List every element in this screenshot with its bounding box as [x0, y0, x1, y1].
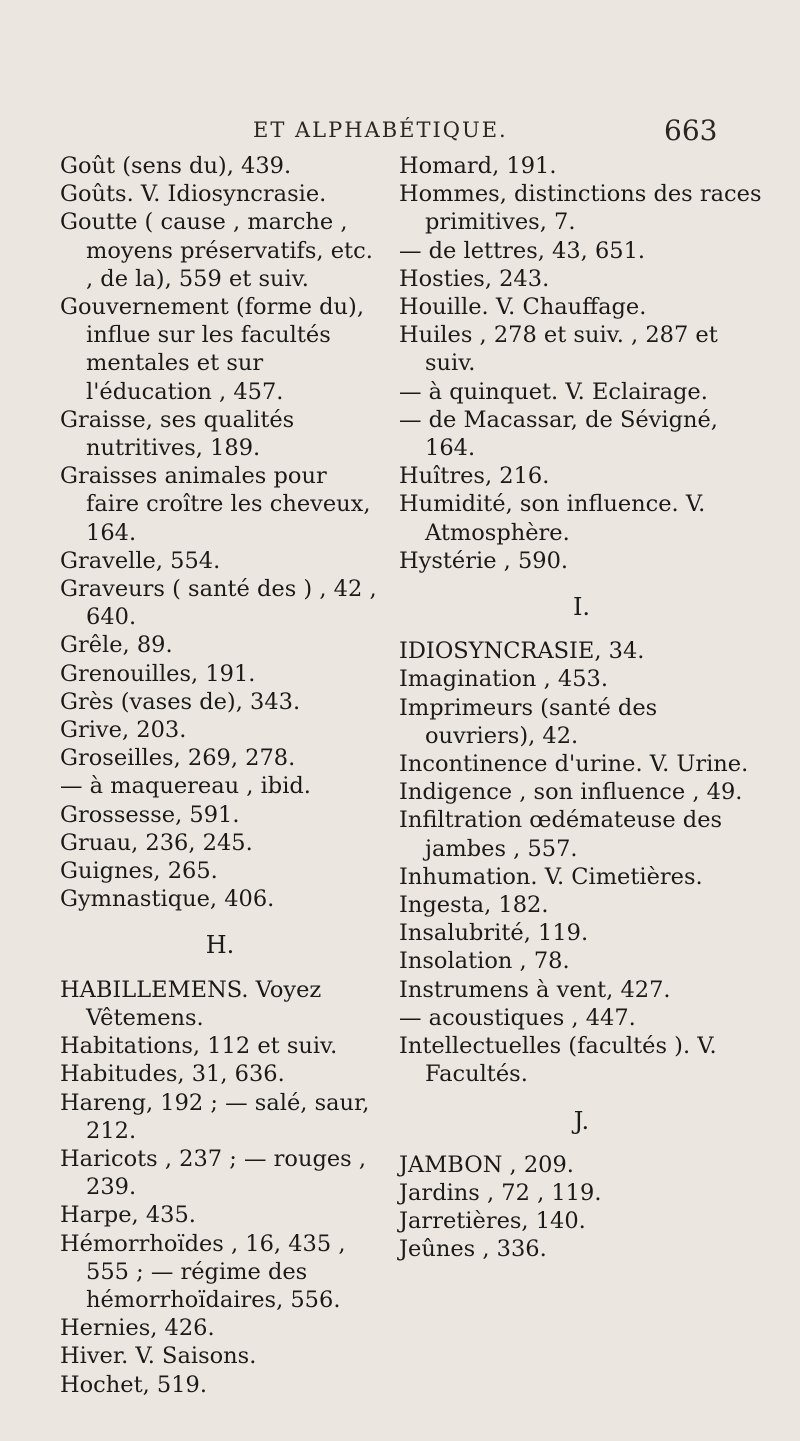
- section-letter: J.: [573, 1106, 590, 1135]
- index-entry: JAMBON , 209.: [399, 1151, 574, 1178]
- index-entry: Haricots , 237 ; — rouges , 239.: [60, 1145, 367, 1201]
- page-number: 663: [664, 114, 718, 147]
- index-entry: Hochet, 519.: [60, 1371, 208, 1398]
- index-entry: Hosties, 243.: [399, 265, 550, 292]
- index-entry: Hiver. V. Saisons.: [60, 1343, 257, 1370]
- index-column-left: [60, 152, 380, 1399]
- index-entry: Harpe, 435.: [60, 1202, 196, 1229]
- index-entry: HABILLEMENS. Voyez Vêtemens.: [60, 976, 322, 1031]
- index-entry: — à maquereau , ibid.: [60, 773, 311, 800]
- index-entry: Guignes, 265.: [60, 858, 218, 885]
- index-entry: Goutte ( cause , marche , moyens préservatifs, etc. , de la), 559 et suiv.: [60, 209, 373, 292]
- index-entry: Groseilles, 269, 278.: [60, 745, 296, 772]
- section-letter: I.: [572, 593, 591, 622]
- index-entry: Imagination , 453.: [399, 666, 608, 693]
- index-entry: Incontinence d'urine. V. Urine.: [399, 751, 749, 778]
- index-entry: Gymnastique, 406.: [60, 886, 275, 913]
- section-letter: H.: [205, 931, 235, 960]
- index-entry: Insalubrité, 119.: [399, 920, 589, 947]
- index-entry: Gruau, 236, 245.: [60, 829, 253, 856]
- index-entry: Jardins , 72 , 119.: [399, 1179, 602, 1206]
- index-entry: Goûts. V. Idiosyncrasie.: [60, 181, 327, 208]
- index-entry: Infiltration œdémateuse des jambes , 557.: [399, 807, 723, 862]
- index-entry: Houille. V. Chauffage.: [399, 294, 647, 321]
- index-entry: — à quinquet. V. Eclairage.: [399, 378, 708, 405]
- index-entry: Intellectuelles (facultés ). V. Facultés.: [399, 1033, 717, 1088]
- index-entry: Hystérie , 590.: [399, 547, 569, 574]
- index-entry: Humidité, son influence. V. Atmosphère.: [399, 491, 706, 546]
- index-entry: Homard, 191.: [399, 153, 557, 179]
- index-entry: Gouvernement (forme du), influe sur les facultés mentales et sur l'éducation , 457.: [60, 294, 364, 405]
- index-entry: Hernies, 426.: [60, 1315, 215, 1342]
- index-entry: Grive, 203.: [60, 717, 187, 744]
- index-entry: Gravelle, 554.: [60, 547, 221, 574]
- index-entry: Jeûnes , 336.: [399, 1236, 547, 1263]
- index-entry: Indigence , son influence , 49.: [399, 779, 743, 806]
- index-entry: Inhumation. V. Cimetières.: [399, 863, 703, 890]
- index-entry: Grêle, 89.: [60, 632, 173, 659]
- index-entry: Hareng, 192 ; — salé, saur, 212.: [60, 1089, 370, 1144]
- index-entry: IDIOSYNCRASIE, 34.: [399, 638, 645, 665]
- index-entry: Grès (vases de), 343.: [60, 688, 301, 715]
- index-entry: Hommes, distinctions des races primitives, 7.: [399, 181, 762, 236]
- index-entry: Habitations, 112 et suiv.: [60, 1033, 338, 1060]
- index-entry: Huîtres, 216.: [399, 463, 550, 490]
- index-entry: Huiles , 278 et suiv. , 287 et suiv.: [399, 322, 718, 377]
- index-entry: Grenouilles, 191.: [60, 660, 256, 687]
- index-entry: Graisses animales pour faire croître les cheveux, 164.: [60, 463, 371, 546]
- index-column-right: [399, 152, 764, 1264]
- index-entry: Goût (sens du), 439.: [60, 153, 292, 179]
- index-entry: Grossesse, 591.: [60, 801, 240, 828]
- index-entry: Graisse, ses qualités nutritives, 189.: [60, 406, 295, 462]
- index-entry: Graveurs ( santé des ) , 42 , 640.: [60, 576, 377, 631]
- index-entry: Hémorrhoïdes , 16, 435 , 555 ; — régime des hémorrhoïdaires, 556.: [60, 1230, 346, 1313]
- index-entry: Insolation , 78.: [399, 948, 570, 975]
- index-entry: Ingesta, 182.: [399, 892, 549, 919]
- index-entry: — de Macassar, de Sévigné, 164.: [399, 406, 718, 462]
- index-entry: Jarretières, 140.: [399, 1208, 586, 1235]
- index-entry: — acoustiques , 447.: [399, 1004, 636, 1031]
- index-entry: Instrumens à vent, 427.: [399, 976, 671, 1003]
- index-entry: — de lettres, 43, 651.: [399, 237, 646, 264]
- index-entry: Habitudes, 31, 636.: [60, 1061, 285, 1088]
- page-header: [0, 114, 800, 154]
- index-entry: Imprimeurs (santé des ouvriers), 42.: [399, 694, 658, 749]
- running-title: ET ALPHABÉTIQUE.: [253, 118, 508, 142]
